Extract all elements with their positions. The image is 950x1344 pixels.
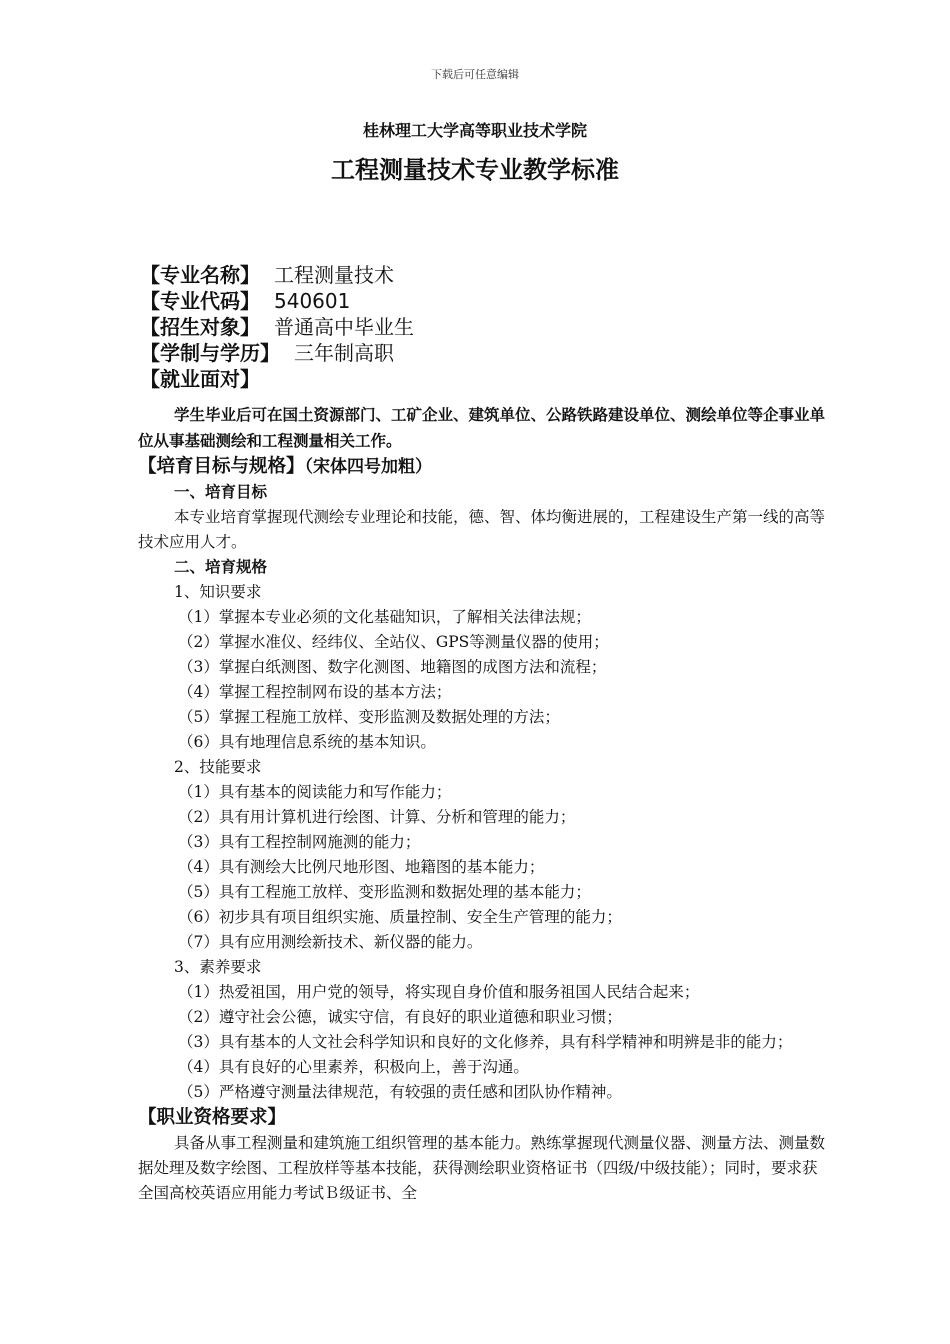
list-item: （3）具有工程控制网施测的能力； <box>178 833 421 851</box>
list-item: （6）初步具有项目组织实施、质量控制、安全生产管理的能力； <box>178 908 622 926</box>
info-label: 【专业名称】 <box>140 263 260 287</box>
list-item: （1）热爱祖国，用户党的领导，将实现自身价值和服务祖国人民结合起来； <box>178 983 700 1001</box>
list-item: （3）具有基本的人文社会科学知识和良好的文化修养，具有科学精神和明辨是非的能力； <box>178 1033 793 1051</box>
knowledge-heading: 1、知识要求 <box>174 583 262 601</box>
goal-paragraph: 本专业培育掌握现代测绘专业理论和技能，德、智、体均衡进展的，工程建设生产第一线的高等技术应用人才。 <box>138 508 826 551</box>
list-item: （5）严格遵守测量法律规范，有较强的责任感和团队协作精神。 <box>178 1083 622 1101</box>
qualification-heading: 【职业资格要求】 <box>138 1107 287 1128</box>
list-item: （6）具有地理信息系统的基本知识。 <box>178 733 436 751</box>
employment-paragraph: 学生毕业后可在国土资源部门、工矿企业、建筑单位、公路铁路建设单位、测绘单位等企事业单位从事基础测绘和工程测量相关工作。 <box>138 406 826 450</box>
document-body <box>138 402 828 1206</box>
info-label: 【专业代码】 <box>140 289 260 313</box>
info-label: 【学制与学历】 <box>140 341 280 365</box>
info-value: 三年制高职 <box>294 341 394 365</box>
info-value: 普通高中毕业生 <box>274 315 414 339</box>
page-title: 工程测量技术专业教学标准 <box>331 156 619 184</box>
list-item: （7）具有应用测绘新技术、新仪器的能力。 <box>178 933 483 951</box>
quality-heading: 3、素养要求 <box>174 958 262 976</box>
list-item: （1）具有基本的阅读能力和写作能力； <box>178 783 452 801</box>
training-heading <box>138 454 828 480</box>
qualification-paragraph: 具备从事工程测量和建筑施工组织管理的基本能力。熟练掌握现代测量仪器、测量方法、测量数据处理及数字绘图、工程放样等基本技能，获得测绘职业资格证书（四级/中级技能）；同时，要求获全国高校英语应用能力考试Ｂ级证书、全 <box>138 1134 826 1202</box>
list-item: （2）遵守社会公德，诚实守信，有良好的职业道德和职业习惯； <box>178 1008 622 1026</box>
goal-heading: 一、培育目标 <box>174 483 268 501</box>
info-value: 540601 <box>274 289 351 313</box>
list-item: （2）具有用计算机进行绘图、计算、分析和管理的能力； <box>178 808 576 826</box>
skills-heading: 2、技能要求 <box>174 758 262 776</box>
list-item: （4）掌握工程控制网布设的基本方法； <box>178 683 452 701</box>
info-row-enrollment <box>140 314 414 340</box>
info-row-major-name <box>140 262 414 288</box>
school-name: 桂林理工大学高等职业技术学院 <box>362 121 587 140</box>
list-item: （2）掌握水准仪、经纬仪、全站仪、GPS等测量仪器的使用； <box>178 633 609 651</box>
info-value: 工程测量技术 <box>274 263 394 287</box>
program-info <box>140 262 414 392</box>
list-item: （5）掌握工程施工放样、变形监测及数据处理的方法； <box>178 708 560 726</box>
info-label: 【招生对象】 <box>140 315 260 339</box>
list-item: （3）掌握白纸测图、数字化测图、地籍图的成图方法和流程； <box>178 658 607 676</box>
watermark-text: 下载后可任意编辑 <box>431 68 519 81</box>
list-item: （4）具有测绘大比例尺地形图、地籍图的基本能力； <box>178 858 545 876</box>
list-item: （4）具有良好的心里素养，积极向上，善于沟通。 <box>178 1058 529 1076</box>
spec-heading: 二、培育规格 <box>174 558 268 576</box>
info-label: 【就业面对】 <box>140 367 260 391</box>
info-row-employment <box>140 366 414 392</box>
training-heading-note: （宋体四号加粗） <box>304 457 433 477</box>
list-item: （1）掌握本专业必须的文化基础知识，了解相关法律法规； <box>178 608 591 626</box>
list-item: （5）具有工程施工放样、变形监测和数据处理的基本能力； <box>178 883 591 901</box>
info-row-major-code <box>140 288 414 314</box>
training-heading-text: 【培育目标与规格】 <box>138 456 305 477</box>
info-row-duration <box>140 340 414 366</box>
